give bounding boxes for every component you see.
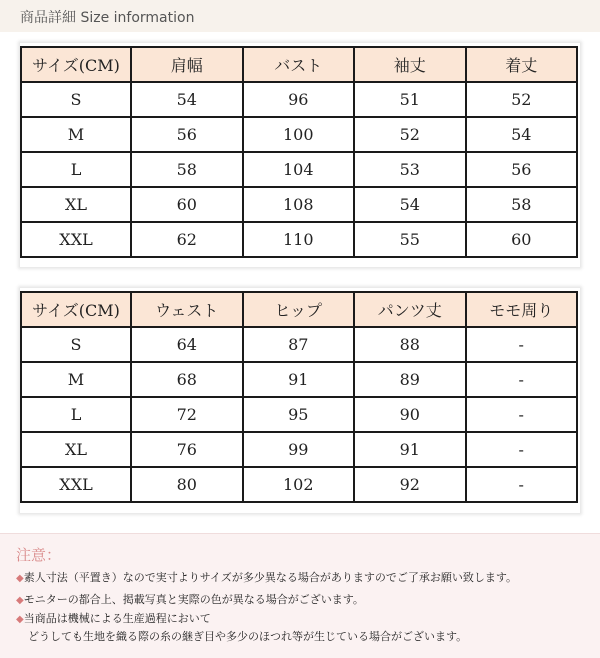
column-header: バスト [243,47,355,82]
table-cell: XXL [21,467,131,502]
size-table-top-panel [20,43,580,267]
table-cell: 62 [131,222,243,257]
table-cell: 99 [243,432,355,467]
column-header: サイズ(CM) [21,47,131,82]
table-cell: 54 [466,117,578,152]
table-row [21,327,577,362]
table-cell: 88 [354,327,466,362]
table-row [21,362,577,397]
note-text: 当商品は機械による生産過程において [23,612,211,625]
table-cell: 58 [131,152,243,187]
table-cell: 53 [354,152,466,187]
table-header-row [21,47,577,82]
note-item [16,591,364,607]
table-cell: 54 [131,82,243,117]
table-cell: L [21,397,131,432]
notes-title: 注意： [16,546,62,564]
table-cell: - [466,327,578,362]
size-table-bottom-panel [20,288,580,513]
table-cell: L [21,152,131,187]
table-cell: 52 [354,117,466,152]
table-cell: - [466,432,578,467]
table-cell: 95 [243,397,355,432]
table-cell: 76 [131,432,243,467]
note-item [16,569,517,585]
table-cell: 100 [243,117,355,152]
table-cell: 56 [131,117,243,152]
table-cell: XL [21,432,131,467]
table-row [21,117,577,152]
column-header: パンツ丈 [354,292,466,327]
table-cell: 51 [354,82,466,117]
table-cell: 110 [243,222,355,257]
table-cell: 68 [131,362,243,397]
page-header [0,0,600,32]
table-cell: M [21,117,131,152]
note-text: 素人寸法（平置き）なので実寸よりサイズが多少異なる場合がありますのでご了承お願い致します。 [23,571,517,584]
diamond-bullet-icon: ◆ [16,573,24,584]
table-cell: 102 [243,467,355,502]
table-row [21,432,577,467]
table-cell: 108 [243,187,355,222]
table-cell: XL [21,187,131,222]
table-cell: 104 [243,152,355,187]
notes-section [0,533,600,658]
note-item [16,610,211,626]
page-title: 商品詳細 Size information [20,10,195,26]
size-table-top [20,46,578,258]
diamond-bullet-icon: ◆ [16,595,24,606]
table-cell: - [466,397,578,432]
table-row [21,152,577,187]
table-cell: 89 [354,362,466,397]
column-header: 肩幅 [131,47,243,82]
note-text: モニターの都合上、掲載写真と実際の色が異なる場合がございます。 [23,593,364,606]
table-cell: S [21,82,131,117]
note-text: どうしても生地を織る際の糸の継ぎ目や多少のほつれ等が生じている場合がございます。 [28,630,468,643]
column-header: ヒップ [243,292,355,327]
table-cell: 87 [243,327,355,362]
column-header: モモ周り [466,292,578,327]
column-header: 袖丈 [354,47,466,82]
table-cell: 56 [466,152,578,187]
table-cell: 60 [466,222,578,257]
table-cell: 80 [131,467,243,502]
size-table-bottom [20,291,578,503]
table-row [21,187,577,222]
table-cell: 54 [354,187,466,222]
table-row [21,82,577,117]
table-cell: 91 [243,362,355,397]
table-cell: 58 [466,187,578,222]
column-header: ウェスト [131,292,243,327]
note-continuation [28,628,467,644]
table-row [21,222,577,257]
table-cell: - [466,362,578,397]
table-cell: XXL [21,222,131,257]
table-cell: 64 [131,327,243,362]
column-header: サイズ(CM) [21,292,131,327]
table-cell: M [21,362,131,397]
table-header-row [21,292,577,327]
table-row [21,397,577,432]
table-cell: S [21,327,131,362]
table-cell: 92 [354,467,466,502]
table-cell: 52 [466,82,578,117]
column-header: 着丈 [466,47,578,82]
table-cell: - [466,467,578,502]
table-cell: 55 [354,222,466,257]
table-cell: 91 [354,432,466,467]
diamond-bullet-icon: ◆ [16,614,24,625]
table-row [21,467,577,502]
table-cell: 90 [354,397,466,432]
table-cell: 60 [131,187,243,222]
table-cell: 96 [243,82,355,117]
table-cell: 72 [131,397,243,432]
